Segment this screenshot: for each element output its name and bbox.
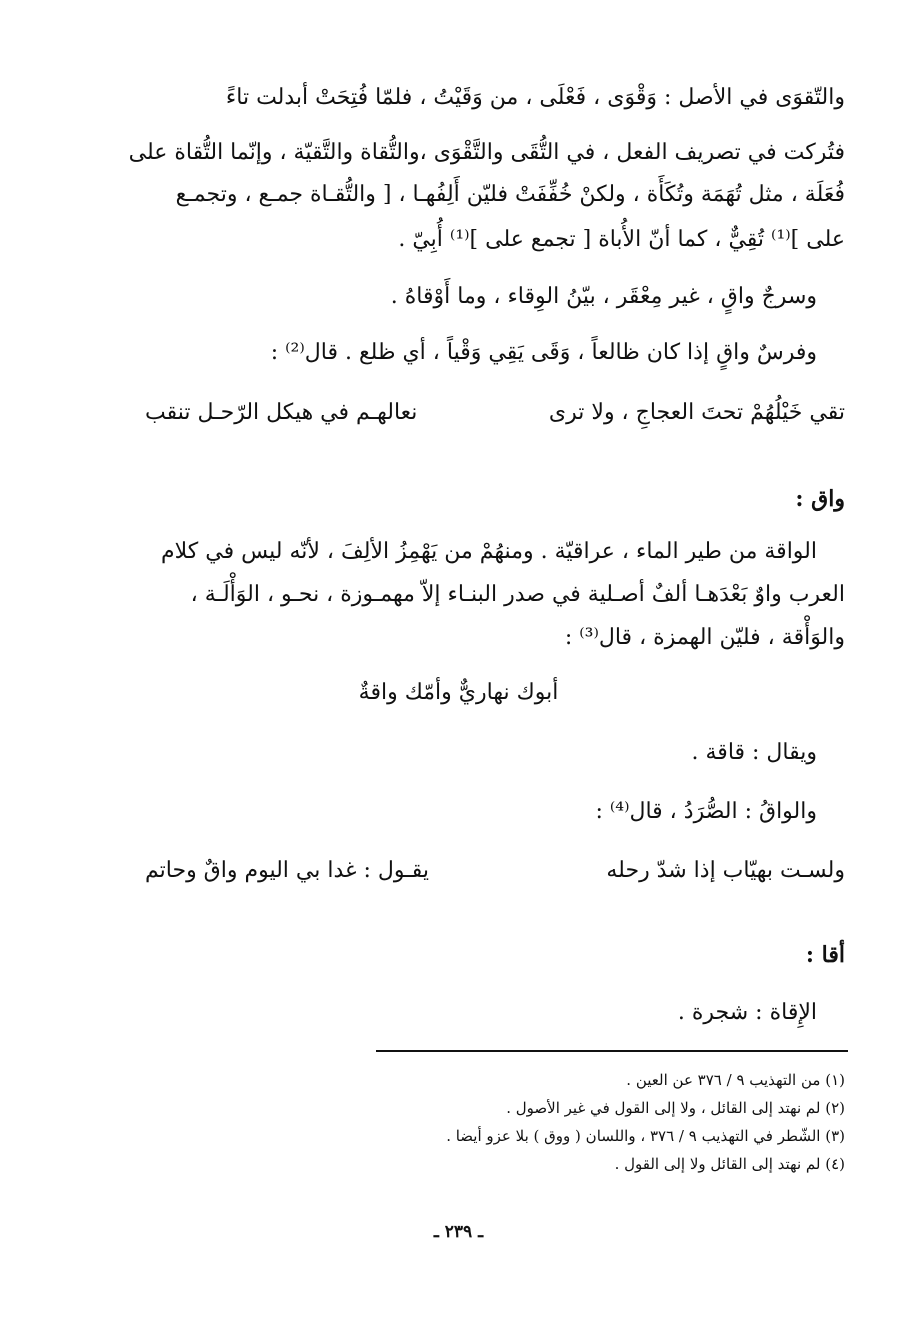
verse-second-hemistich: نعالهـم في هيكل الرّحـل تنقب (145, 400, 418, 425)
entry-heading: أقا : (805, 942, 845, 968)
page-number: ـ ٢٣٩ ـ (433, 1222, 484, 1242)
body-text-line: والتّقوَى في الأصل : وَقْوَى ، فَعْلَى ، من وَقَيْتُ ، فلمّا فُتِحَتْ أبدلت تاءً (225, 85, 845, 110)
verse-second-hemistich: يقـول : غدا بي اليوم واقٌ وحاتم (145, 858, 429, 883)
verse-first-hemistich: ولسـت بهيّاب إذا شدّ رحله (606, 858, 845, 883)
body-text-line: العرب واوٌ بَعْدَهـا ألفٌ أصـلية في صدر البنـاء إلاّ مهمـوزة ، نحـو ، الوَأْلَـة ، (190, 582, 845, 607)
body-text-line: والواقُ : الصُّرَدُ ، قال⁽⁴⁾ : (595, 799, 817, 824)
footnote: (٢) لم نهتد إلى القائل ، ولا إلى القول في غير الأصول . (506, 1099, 845, 1117)
poetry-hemistich: أبوك نهاريٌّ وأمّك واقةٌ (358, 680, 559, 705)
entry-heading: واق : (795, 486, 845, 512)
body-text-line: ويقال : قاقة . (691, 740, 817, 765)
footnote-divider (376, 1050, 848, 1052)
footnote: (١) من التهذيب ٩ / ٣٧٦ عن العين . (626, 1071, 845, 1089)
body-text-line: فُعَلَة ، مثل تُهَمَة وتُكَأَة ، ولكنْ خُفِّفَتْ فليّن أَلِفُهـا ، [ والتُّقـاة جمـع ، وتجمـع (175, 182, 845, 207)
poetry-verse (145, 398, 845, 428)
body-text-line: وفرسٌ واقٍ إذا كان ظالعاً ، وَقَى يَقِي وَقْياً ، أي ظلع . قال⁽²⁾ : (270, 340, 817, 365)
body-text-line: وسرجٌ واقٍ ، غير مِعْقَر ، بيّنُ الوِقاء ، وما أَوْقاهُ . (390, 284, 817, 309)
verse-first-hemistich: تقي خَيْلُهُمْ تحتَ العجاجِ ، ولا ترى (548, 400, 845, 425)
poetry-verse (145, 856, 845, 886)
footnote: (٣) الشّطر في التهذيب ٩ / ٣٧٦ ، واللسان ( ووق ) بلا عزو أيضا . (446, 1127, 845, 1145)
body-text-line: الإِقاة : شجرة . (677, 1000, 817, 1025)
body-text-line: الواقة من طير الماء ، عراقيّة . ومنهُمْ من يَهْمِزُ الألِفَ ، لأنّه ليس في كلام (161, 539, 817, 564)
body-text-line: فتُركت في تصريف الفعل ، في التُّقَى والتَّقْوَى ،والتُّقاة والتَّقيّة ، وإنّما التُّقاة على (128, 140, 845, 165)
footnote: (٤) لم نهتد إلى القائل ولا إلى القول . (614, 1155, 845, 1173)
body-text-line: على ]⁽¹⁾ تُقِيٌّ ، كما أنّ الأُباة [ تجمع على ]⁽¹⁾ أُبِيّ . (398, 227, 845, 252)
body-text-line: والوَأْقة ، فليّن الهمزة ، قال⁽³⁾ : (564, 625, 845, 650)
